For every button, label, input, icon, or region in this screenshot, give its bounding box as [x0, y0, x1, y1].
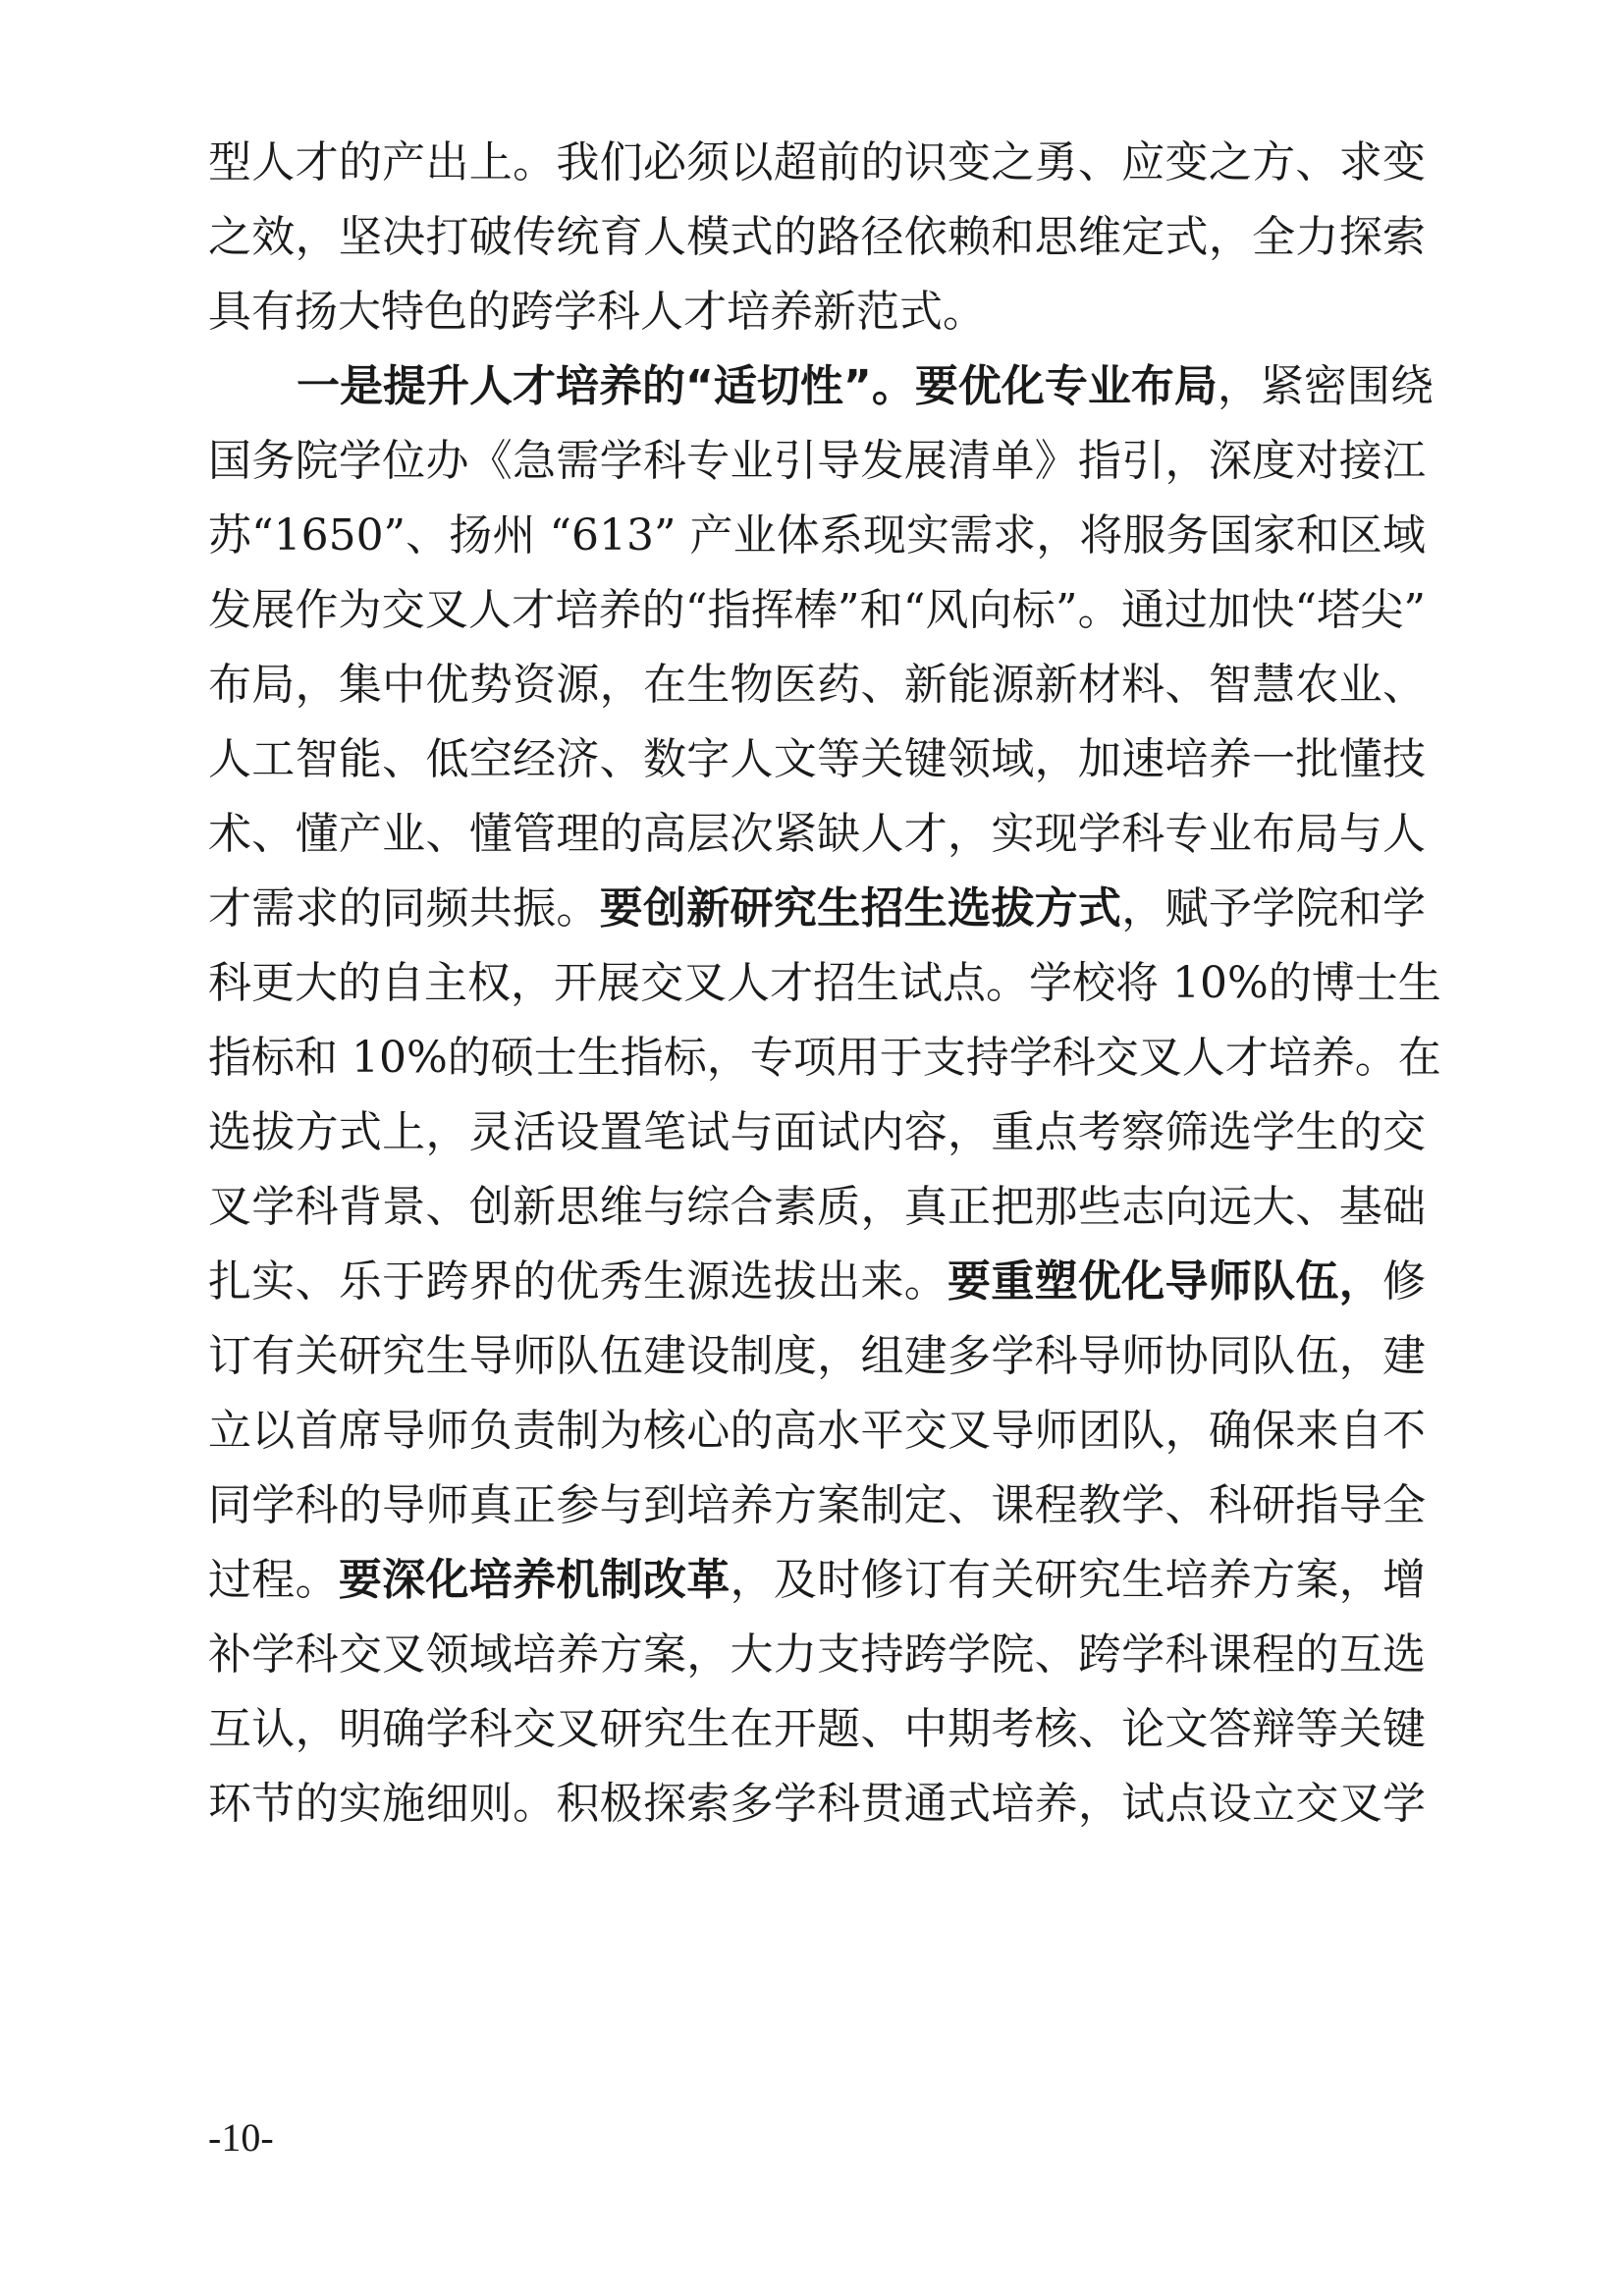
text-line: 同学科的导师真正参与到培养方案制定、课程教学、科研指导全	[208, 1480, 1426, 1530]
text-line: 订有关研究生导师队伍建设制度，组建多学科导师协同队伍，建	[208, 1331, 1426, 1381]
text-line: 布局，集中优势资源，在生物医药、新能源新材料、智慧农业、	[208, 660, 1426, 710]
text-line: 科更大的自主权，开展交叉人才招生试点。学校将 10%的博士生	[208, 958, 1441, 1008]
subsection-heading: 要深化培养机制改革	[338, 1555, 731, 1605]
section-heading: 一是提升人才培养的“适切性”。	[297, 361, 915, 411]
subsection-heading: 要创新研究生招生选拔方式	[599, 883, 1122, 934]
text-line: 指标和 10%的硕士生指标，专项用于支持学科交叉人才培养。在	[208, 1033, 1441, 1083]
text-line: 补学科交叉领域培养方案，大力支持跨学院、跨学科课程的互选	[208, 1629, 1426, 1680]
text-line: 环节的实施细则。积极探索多学科贯通式培养，试点设立交叉学	[208, 1779, 1426, 1829]
subsection-heading: 要优化专业布局	[914, 361, 1218, 411]
text-line: 具有扬大特色的跨学科人才培养新范式。	[208, 287, 986, 337]
page-number: -10-	[208, 2115, 274, 2160]
text-line: 苏“1650”、扬州 “613” 产业体系现实需求，将服务国家和区域	[208, 510, 1426, 561]
text-line: 扎实、乐于跨界的优秀生源选拔出来。要重塑优化导师队伍，修	[208, 1256, 1427, 1307]
paragraph-heading-line: 一是提升人才培养的“适切性”。要优化专业布局，紧密围绕	[297, 361, 1434, 411]
text-line: 选拔方式上，灵活设置笔试与面试内容，重点考察筛选学生的交	[208, 1107, 1426, 1157]
text-line: 型人才的产出上。我们必须以超前的识变之勇、应变之方、求变	[208, 137, 1426, 187]
text-line: 之效，坚决打破传统育人模式的路径依赖和思维定式，全力探索	[208, 212, 1426, 262]
text-line: 互认，明确学科交叉研究生在开题、中期考核、论文答辩等关键	[208, 1704, 1426, 1754]
text-line: 发展作为交叉人才培养的“指挥棒”和“风向标”。通过加快“塔尖”	[208, 585, 1426, 635]
text-line: 才需求的同频共振。要创新研究生招生选拔方式，赋予学院和学	[208, 883, 1427, 934]
text-line: 叉学科背景、创新思维与综合素质，真正把那些志向远大、基础	[208, 1182, 1426, 1232]
text-line: 术、懂产业、懂管理的高层次紧缺人才，实现学科专业布局与人	[208, 809, 1426, 859]
text-line: 人工智能、低空经济、数字人文等关键领域，加速培养一批懂技	[208, 734, 1426, 784]
subsection-heading: 要重塑优化导师队伍，	[947, 1256, 1383, 1307]
text-line: 过程。要深化培养机制改革，及时修订有关研究生培养方案，增	[208, 1555, 1427, 1605]
text-line: 国务院学位办《急需学科专业引导发展清单》指引，深度对接江	[208, 436, 1426, 486]
text-line: 立以首席导师负责制为核心的高水平交叉导师团队，确保来自不	[208, 1406, 1426, 1456]
